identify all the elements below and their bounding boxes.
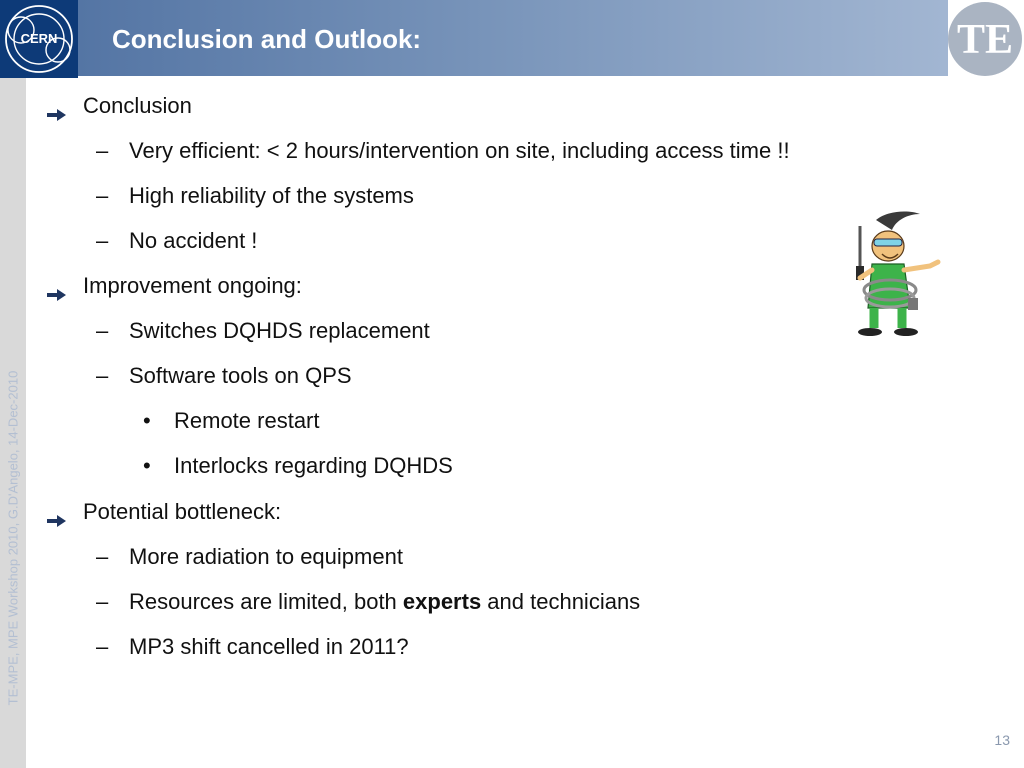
sub-bullet-label: More radiation to equipment [129, 544, 403, 569]
dash-marker: – [96, 363, 109, 388]
arrow-right-icon [46, 506, 68, 536]
sub-bullet-label [129, 587, 640, 617]
sub-bullet-label: Switches DQHDS replacement [129, 318, 430, 343]
dash-marker: – [96, 318, 109, 343]
sidebar-footer-text: TE-MPE, MPE Workshop 2010, G.D'Angelo, 14-Dec-2010 [5, 370, 21, 706]
page-number: 13 [994, 732, 1010, 748]
dash-marker: – [96, 589, 109, 614]
bullet-label: Improvement ongoing: [83, 273, 302, 298]
sub-sub-bullet-label: Remote restart [174, 408, 320, 433]
te-logo-text: TE [956, 17, 1014, 63]
arrow-right-icon [46, 280, 68, 310]
arrow-right-icon [46, 100, 68, 130]
dash-marker: – [96, 544, 109, 569]
dash-marker: – [96, 183, 109, 208]
dot-marker: • [143, 408, 151, 433]
label-part: and technicians [481, 589, 641, 614]
dash-marker: – [96, 634, 109, 659]
label-part: Resources are limited, both [129, 589, 403, 614]
slide-title: Conclusion and Outlook: [112, 24, 422, 54]
dash-marker: – [96, 228, 109, 253]
sub-bullet-label: No accident ! [129, 228, 258, 253]
sub-sub-bullet-label: Interlocks regarding DQHDS [174, 453, 453, 478]
sub-bullet-label: MP3 shift cancelled in 2011? [129, 634, 409, 659]
technician-mascot-image [838, 208, 950, 338]
bold-emphasis: experts [402, 589, 482, 614]
sub-bullet-label: Very efficient: < 2 hours/intervention on site, including access time !! [129, 138, 790, 163]
dot-marker: • [143, 453, 151, 478]
dash-marker: – [96, 138, 109, 163]
bullet-label: Potential bottleneck: [83, 499, 282, 524]
sub-bullet-label: Software tools on QPS [129, 363, 352, 388]
sub-bullet-label: High reliability of the systems [129, 183, 414, 208]
cern-logo-text: CERN [20, 31, 58, 46]
bullet-label: Conclusion [83, 93, 192, 118]
